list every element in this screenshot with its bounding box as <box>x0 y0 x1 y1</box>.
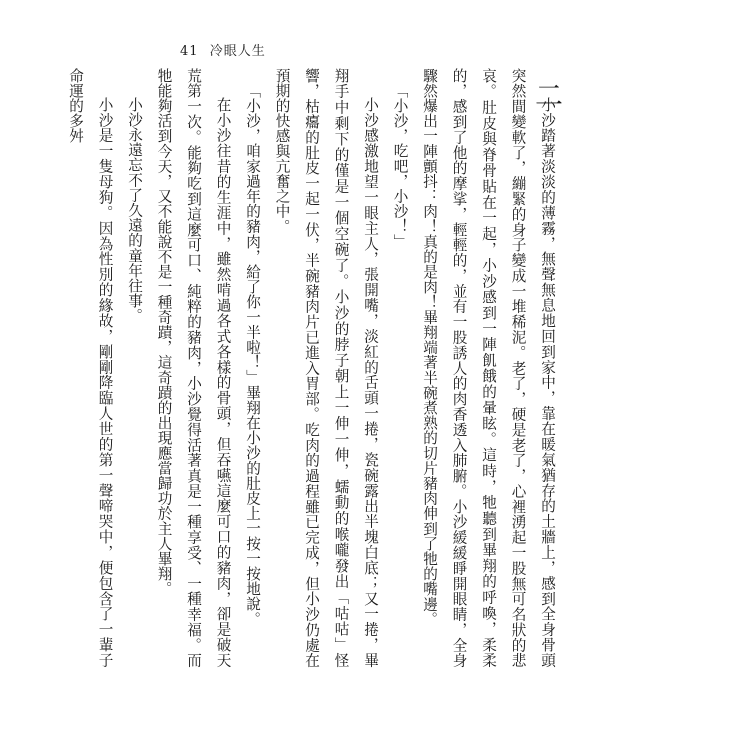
running-title: 冷眼人生 <box>209 44 266 59</box>
paragraph: 「小沙，吃吧，小沙！」 <box>391 82 409 249</box>
paragraph: 「小沙，咱家過年的豬肉，給了你一半啦！」畢翔在小沙的肚皮上一按一按地說。 <box>244 82 261 627</box>
paragraph: 小沙是一隻母狗。因為性別的緣故，剛剛降臨人世的第一聲啼哭中，便包含了一輩子命運的多舛 <box>67 68 114 668</box>
paragraph: 在小沙往昔的生涯中，雖然啃過各式各樣的骨頭，但吞嚥這麼可口的豬肉，卻是破天荒第一次。能夠吃到這麼可口、純粹的豬肉，小沙覺得活著真是一種享受、一種幸福。而牠能夠活到今天，又不能說不是一種奇蹟，這奇蹟的出現應當歸功於主人畢翔。 <box>155 68 232 668</box>
running-header <box>180 40 266 59</box>
paragraph: 小沙感激地望一眼主人，張開嘴，淡紅的舌頭一捲，瓷碗露出半塊白底；又一捲，畢翔手中剩下的僅是一個空碗了。小沙的脖子朝上一伸一伸，蠕動的喉嚨發出「咕咕」怪響，枯癟的肚皮一起一伏，半碗豬肉片已進入胃部。吃肉的過程雖已完成，但小沙仍處在預期的快感與亢奮之中。 <box>273 68 379 668</box>
chapter-number: 二 <box>535 79 564 112</box>
paragraph: 小沙踏著淡淡的薄霧，無聲無息地回到家中，靠在暖氣猶存的土牆上，感到全身骨頭突然間變軟了，繃緊的身子變成一堆稀泥。老了，硬是老了，心裡湧起一股無可名狀的悲哀。肚皮與脊骨貼在一起，小沙感到一陣飢餓的暈眩。這時，牠聽到畢翔的呼喚，柔柔的，感到了他的摩挲，輕輕的，並有一股誘人的肉香透入肺腑。小沙緩緩睜開眼睛，全身驟然爆出一陣顫抖：肉！真的是肉！畢翔端著半碗煮熟的切片豬肉伸到了牠的嘴邊。 <box>421 68 556 668</box>
page-number: 41 <box>180 44 199 59</box>
paragraph: 小沙永遠忘不了久遠的童年往事。 <box>126 97 143 324</box>
body-text <box>67 68 562 668</box>
